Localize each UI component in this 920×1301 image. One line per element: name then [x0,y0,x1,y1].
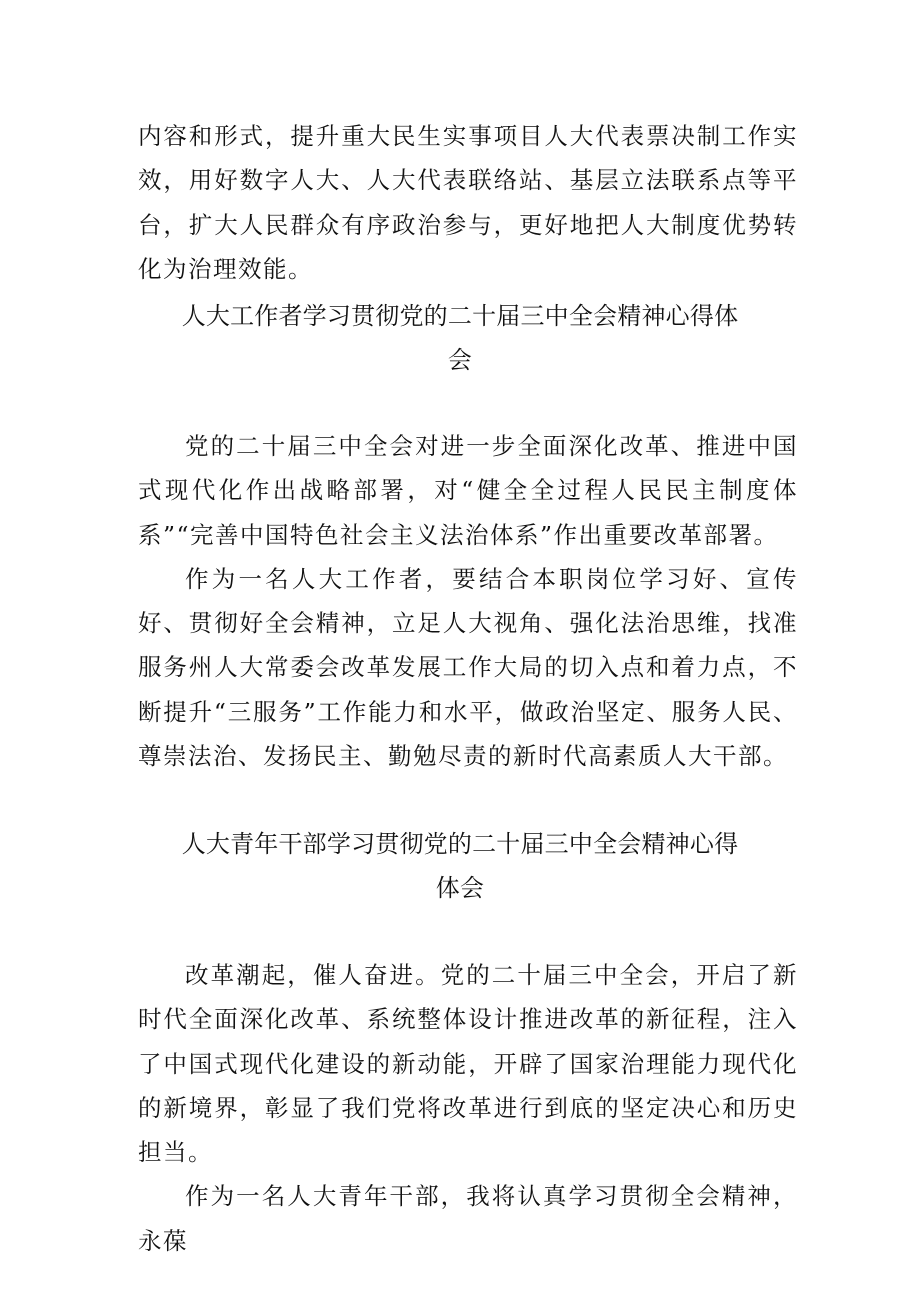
section-title-2 [180,822,740,910]
section-title-1-line2: 会 [447,346,473,374]
continued-paragraph-block [138,114,798,291]
body-paragraph: 党的二十届三中全会对进一步全面深化改革、推进中国式现代化作出战略部署，对“健全全过程人民民主制度体系”“完善中国特色社会主义法治体系”作出重要改革部署。 [138,432,798,549]
body-paragraph: 作为一名人大青年干部，我将认真学习贯彻全会精神，永葆 [138,1182,798,1255]
section-title-1-line1: 人大工作者学习贯彻党的二十届三中全会精神心得体 [181,302,739,330]
section-1-body [138,424,798,778]
section-title-1 [180,294,740,382]
section-title-2-line2: 体会 [435,874,485,902]
body-paragraph: 作为一名人大工作者，要结合本职岗位学习好、宣传好、贯彻好全会精神，立足人大视角、强化法治思维，找准服务州人大常委会改革发展工作大局的切入点和着力点，不断提升“三服务”工作能力和水平，做政治坚定、服务人民、尊崇法治、发扬民主、勤勉尽责的新时代高素质人大干部。 [138,564,798,771]
body-paragraph: 内容和形式，提升重大民生实事项目人大代表票决制工作实效，用好数字人大、人大代表联络站、基层立法联系点等平台，扩大人民群众有序政治参与，更好地把人大制度优势转化为治理效能。 [138,122,798,283]
body-paragraph: 改革潮起，催人奋进。党的二十届三中全会，开启了新时代全面深化改革、系统整体设计推进改革的新征程，注入了中国式现代化建设的新动能，开辟了国家治理能力现代化的新境界，彰显了我们党将改革进行到底的坚定决心和历史担当。 [138,961,798,1167]
section-title-2-line1: 人大青年干部学习贯彻党的二十届三中全会精神心得 [181,830,739,858]
section-2-body [138,953,798,1263]
